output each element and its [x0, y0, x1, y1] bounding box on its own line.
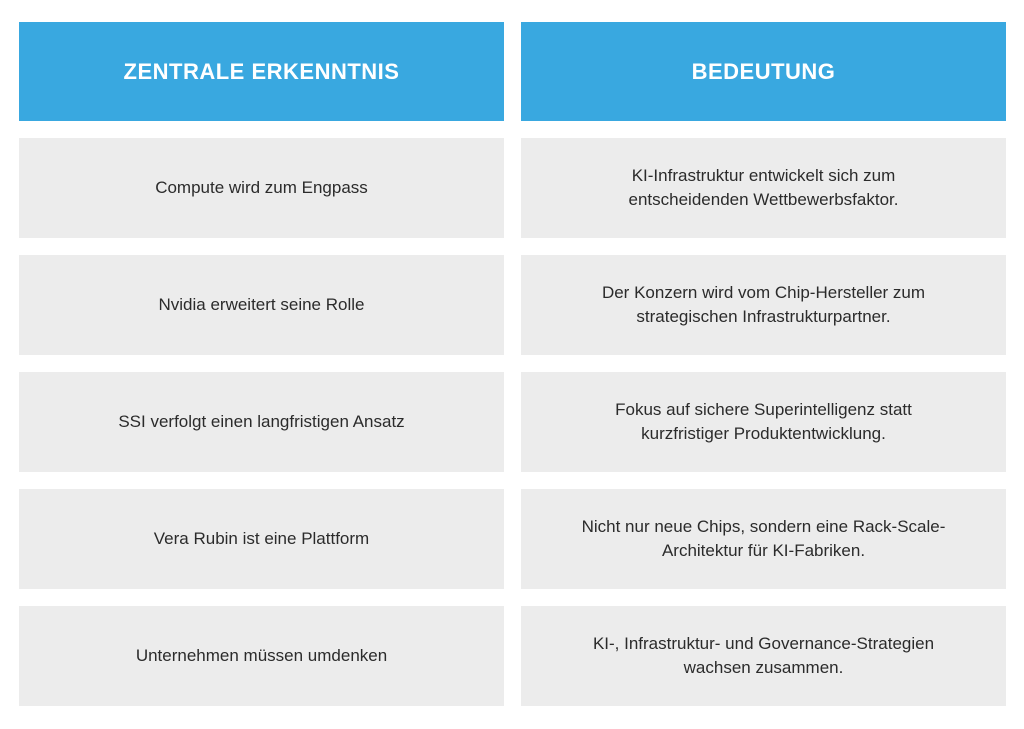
- meaning-text: [582, 515, 946, 563]
- insight-text: Vera Rubin ist eine Plattform: [153, 529, 370, 548]
- insight-text: Unternehmen müssen umdenken: [135, 646, 388, 665]
- meaning-line: entscheidenden Wettbewerbsfaktor.: [628, 190, 899, 209]
- meaning-text: [629, 164, 899, 212]
- meaning-line: kurzfristiger Produktentwicklung.: [641, 424, 886, 443]
- header-bedeutung: [521, 22, 1006, 121]
- meaning-line: wachsen zusammen.: [683, 658, 844, 677]
- insight-cell-3: [19, 372, 504, 472]
- header-label: BEDEUTUNG: [691, 58, 836, 84]
- meaning-text: [615, 398, 912, 446]
- meaning-line: Architektur für KI-Fabriken.: [661, 541, 866, 560]
- insight-text: Compute wird zum Engpass: [155, 178, 368, 197]
- insight-cell-1: [19, 138, 504, 238]
- meaning-line: Nicht nur neue Chips, sondern eine Rack-Scale-: [581, 517, 946, 536]
- header-label: ZENTRALE ERKENNTNIS: [123, 58, 400, 84]
- meaning-cell-2: [521, 255, 1006, 355]
- meaning-line: Fokus auf sichere Superintelligenz statt: [615, 400, 912, 419]
- meaning-cell-1: [521, 138, 1006, 238]
- insight-text: Nvidia erweitert seine Rolle: [158, 295, 365, 314]
- meaning-cell-5: [521, 606, 1006, 706]
- insight-column: [19, 22, 504, 706]
- insight-cell-4: [19, 489, 504, 589]
- insight-cell-2: [19, 255, 504, 355]
- meaning-cell-3: [521, 372, 1006, 472]
- meaning-line: strategischen Infrastrukturpartner.: [636, 307, 891, 326]
- meaning-line: KI-, Infrastruktur- und Governance-Strategien: [592, 634, 935, 653]
- insight-cell-5: [19, 606, 504, 706]
- insight-text: SSI verfolgt einen langfristigen Ansatz: [118, 412, 405, 431]
- meaning-column: [521, 22, 1006, 706]
- meaning-line: Der Konzern wird vom Chip-Hersteller zum: [601, 283, 926, 302]
- meaning-text: [602, 281, 925, 329]
- header-zentrale-erkenntnis: [19, 22, 504, 121]
- meaning-cell-4: [521, 489, 1006, 589]
- meaning-line: KI-Infrastruktur entwickelt sich zum: [631, 166, 896, 185]
- meaning-text: [593, 632, 934, 680]
